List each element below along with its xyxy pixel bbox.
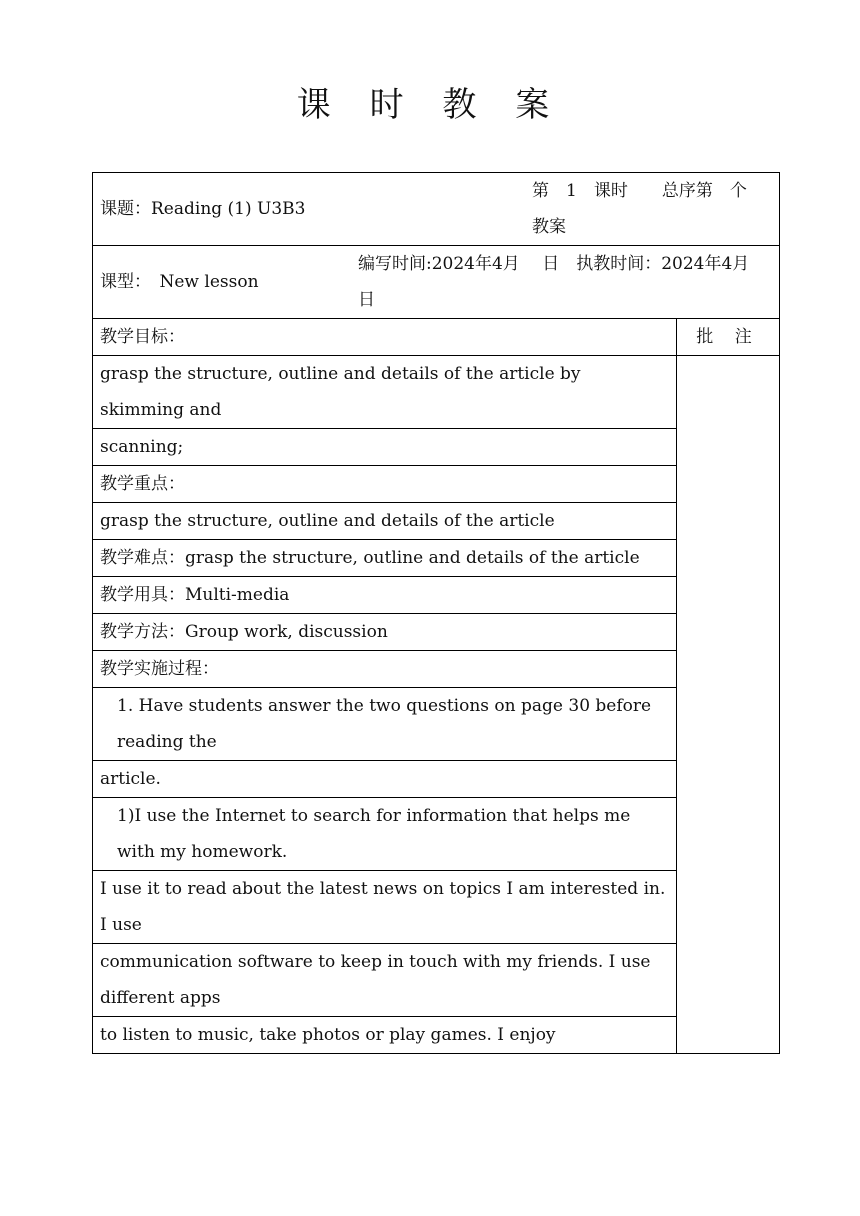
lesson-times: 编写时间:2024年4月 日 执教时间：2024年4月 日 [358,254,772,310]
row-text: scanning; [93,429,677,466]
header-row-topic [93,173,780,246]
lesson-number: 第 1 课时 总序第 个教案 [532,181,747,237]
teaching-methods: 教学方法：Group work, discussion [93,614,677,651]
row-text: 1. Have students answer the two questions on page 30 before reading the [93,688,677,761]
key-points-heading: 教学重点： [93,466,677,503]
notes-header: 批 注 [677,319,780,356]
header-row-type [93,246,780,319]
table-row [93,503,780,540]
table-row [93,466,780,503]
row-text: communication software to keep in touch with my friends. I use different apps [93,944,677,1017]
difficult-points: 教学难点：grasp the structure, outline and details of the article [93,540,677,577]
notes-column [677,356,780,1054]
table-row [93,319,780,356]
table-row [93,356,780,429]
table-row [93,577,780,614]
row-text: article. [93,761,677,798]
table-row [93,429,780,466]
table-row [93,944,780,1017]
objectives-heading: 教学目标： [93,319,677,356]
topic-cell [93,173,780,246]
lesson-type: 课型： New lesson [100,272,259,292]
table-row [93,871,780,944]
teaching-tools: 教学用具：Multi-media [93,577,677,614]
table-row [93,651,780,688]
table-row [93,761,780,798]
table-row [93,688,780,761]
table-row [93,614,780,651]
row-text: 1)I use the Internet to search for information that helps me with my homework. [93,798,677,871]
page-title: 课 时 教 案 [296,85,564,125]
table-row [93,540,780,577]
row-text: to listen to music, take photos or play games. I enjoy [93,1017,677,1054]
topic-label: 课题：Reading (1) U3B3 [100,199,306,219]
table-row [93,798,780,871]
row-text: grasp the structure, outline and details of the article [93,503,677,540]
type-cell [93,246,780,319]
procedure-heading: 教学实施过程： [93,651,677,688]
row-text: grasp the structure, outline and details of the article by skimming and [93,356,677,429]
lesson-plan-table [92,172,780,1054]
table-row [93,1017,780,1054]
row-text: I use it to read about the latest news on topics I am interested in. I use [93,871,677,944]
